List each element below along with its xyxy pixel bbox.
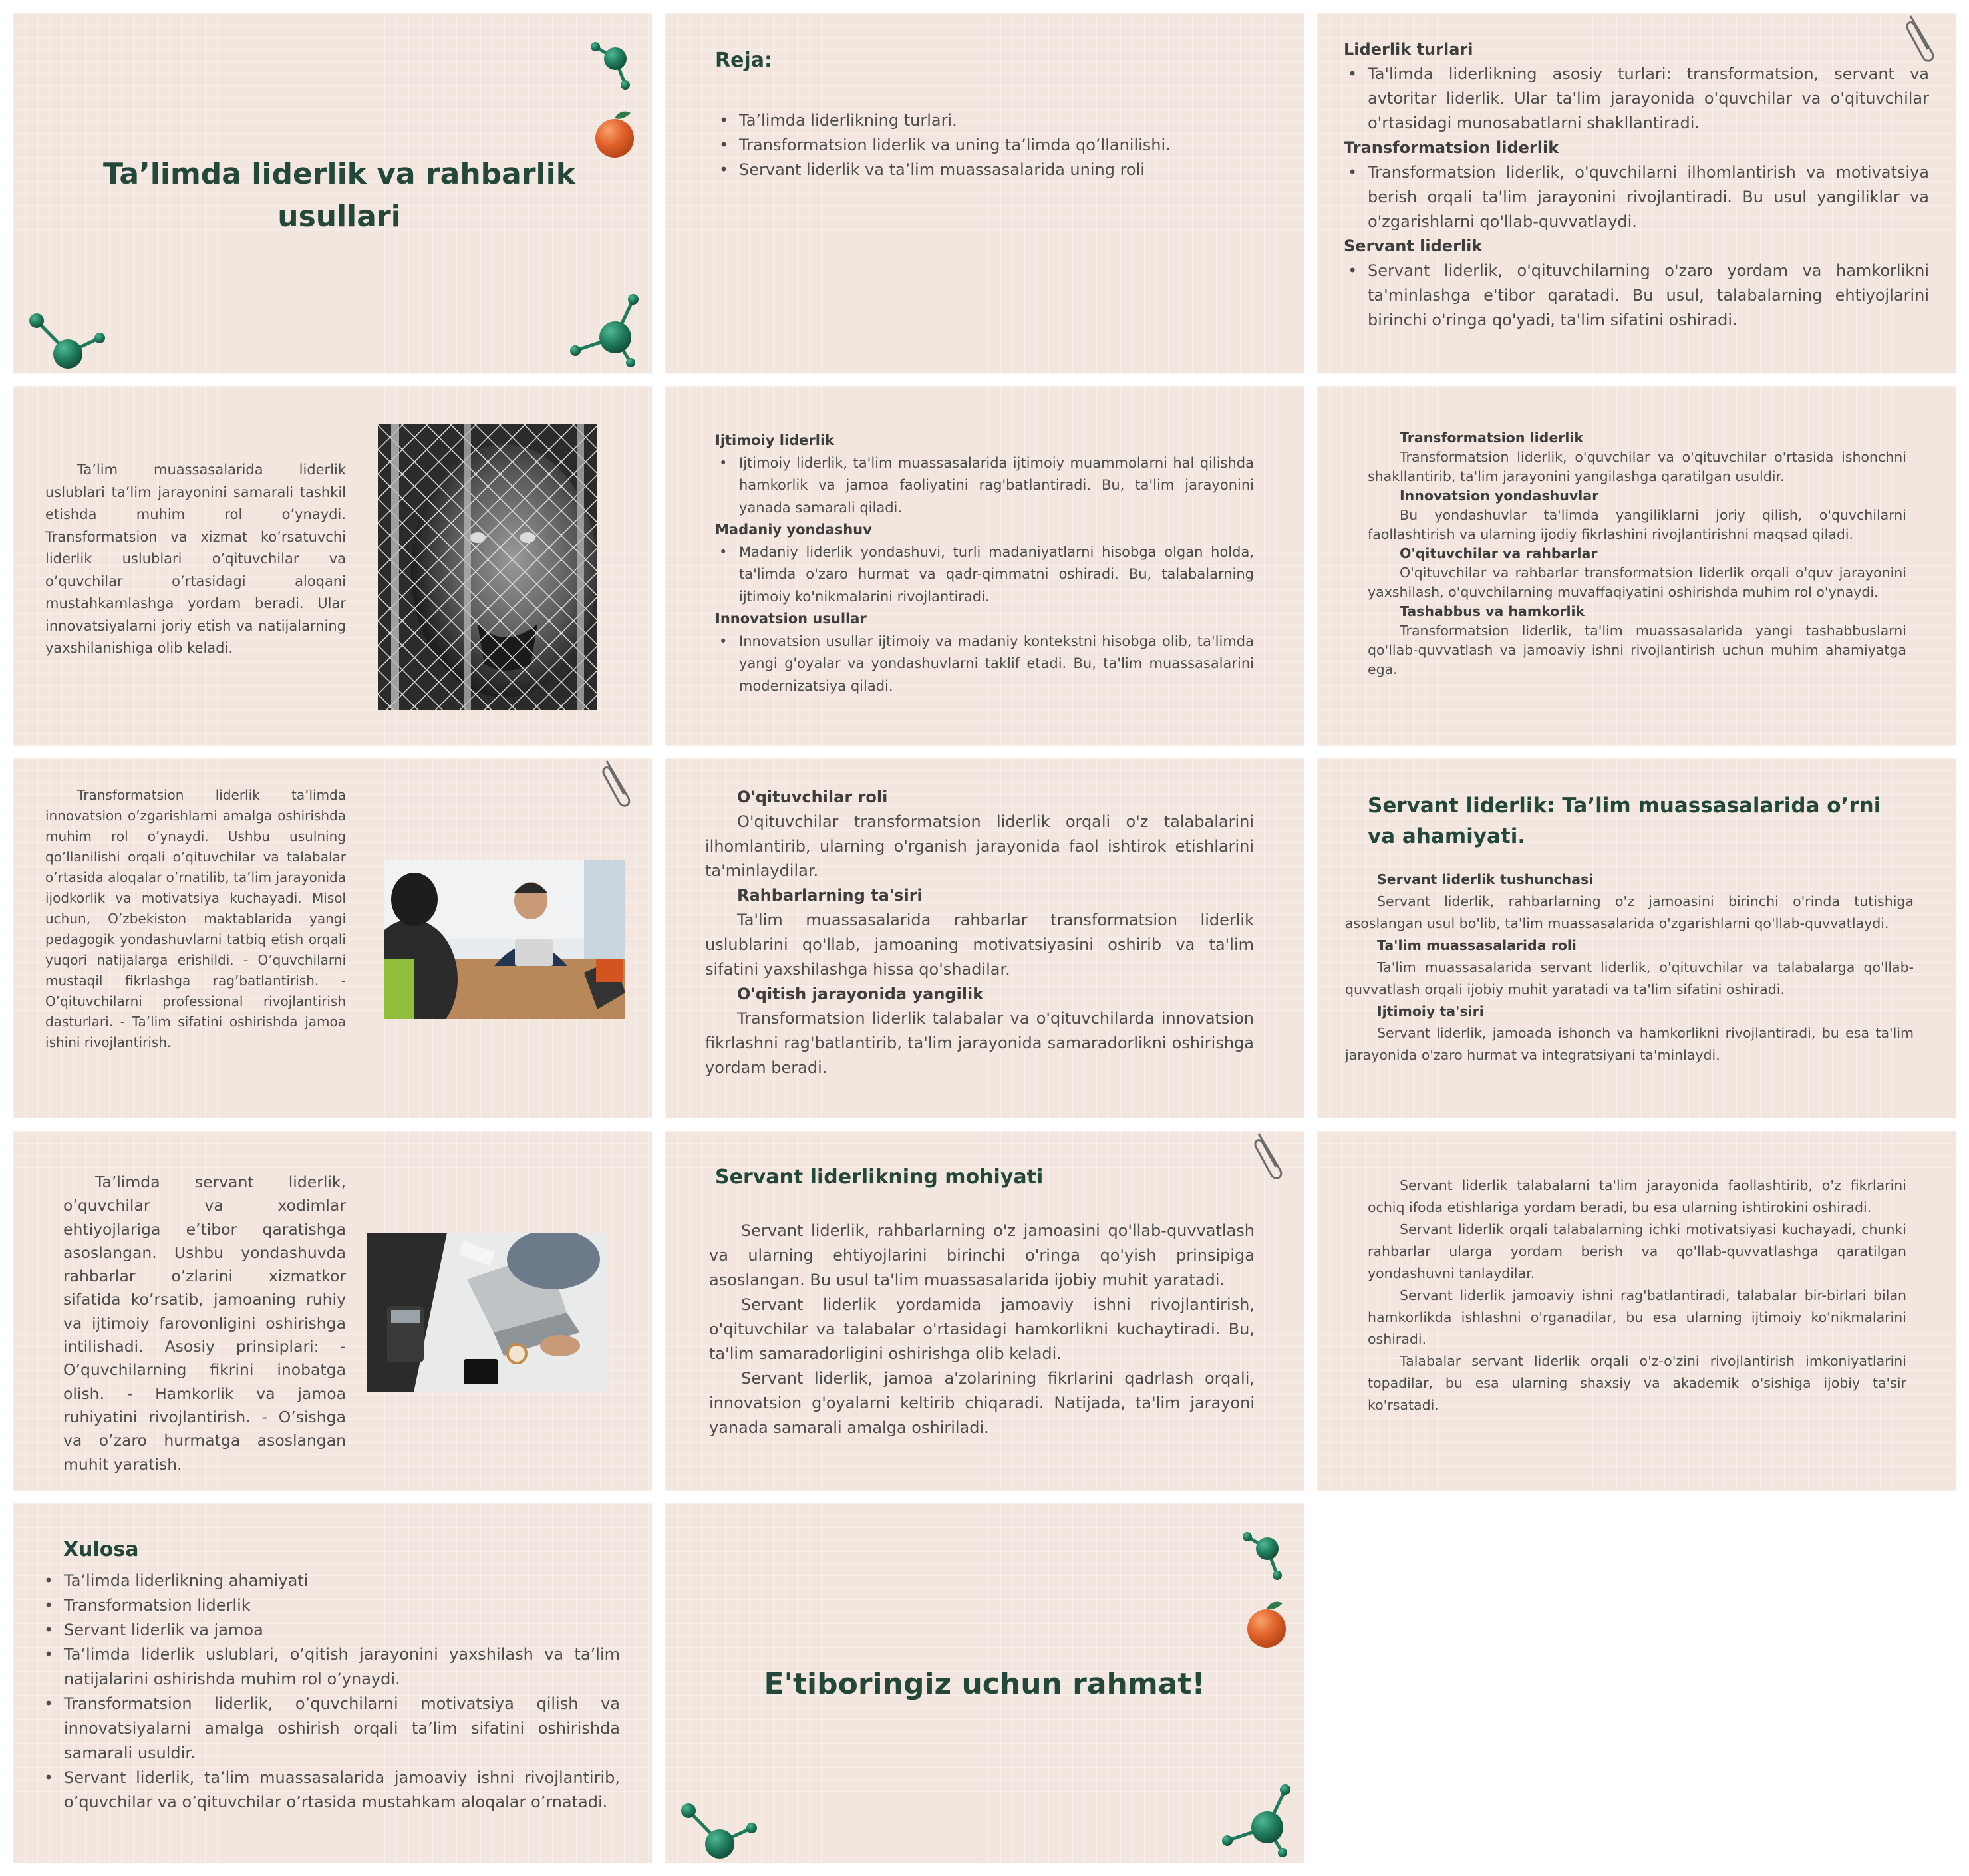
section-heading: Liderlik turlari (1344, 40, 1473, 59)
section-heading: Rahbarlarning ta'siri (737, 886, 923, 905)
list-item: • Ta’limda liderlikning turlari. (715, 108, 1261, 133)
molecule-icon (27, 306, 106, 373)
section-heading: Servant liderlik tushunchasi (1377, 871, 1594, 887)
slide-4-intro[interactable] (13, 386, 652, 746)
orange-fruit-icon (592, 106, 639, 160)
paperclip-icon (599, 758, 639, 812)
list-item: • Innovatsion usullar ijtimoiy va madaniy kontekstni hisobga olib, ta'limda yangi g'oyalar va yondashuvlarni taklif etadi. Bu, ta'lim muassasalarini modernizatsiya qiladi. (715, 631, 1254, 698)
section-heading: Ijtimoiy ta'siri (1377, 1003, 1484, 1019)
caged-animal-photo (378, 424, 597, 710)
section-heading: O'qituvchilar roli (737, 788, 888, 806)
paragraph: O'qituvchilar transformatsion liderlik orqali o'z talabalarini ilhomlantirib, ularning o'rganish jarayonida faol ishtirok etishlarini ta'minlaydilar. (705, 812, 1254, 880)
molecule-icon (679, 1796, 758, 1863)
list-item: • Transformatsion liderlik, o’quvchilarni motivatsiya qilish va innovatsiyalarni amalga oshirish orqali ta’lim sifatini oshirishda samarali usuldir. (40, 1692, 620, 1766)
paragraph: Servant liderlik, rahbarlarning o'z jamoasini qo'llab-quvvatlash va ularning ehtiyojlarini birinchi o'ringa qo'yish prinsipiga asoslangan. Bu usul ta'lim muassasalarida ijobiy muhit yaratadi. (709, 1221, 1255, 1289)
slide-2-plan[interactable] (665, 13, 1304, 373)
slide-6-transformational[interactable] (1317, 386, 1956, 746)
list-item: • Transformatsion liderlik va uning ta’limda qo’llanilishi. (715, 133, 1261, 158)
section-heading: Ijtimoiy liderlik (715, 432, 835, 448)
paragraph: Servant liderlik orqali talabalarning ichki motivatsiyasi kuchayadi, chunki rahbarlar ularga yordam berish va qo'llab-quvvatlashga qaratilgan yondashuvni tanlaydilar. (1368, 1221, 1906, 1281)
molecule-icon (1217, 1773, 1297, 1859)
list-item: • Transformatsion liderlik (40, 1593, 620, 1618)
section-heading: Madaniy yondashuv (715, 522, 872, 538)
thanks-title: E'tiboringiz uchun rahmat! (764, 1667, 1205, 1701)
paragraph: Servant liderlik yordamida jamoaviy ishni rivojlantirish, o'qituvchilar va talabalar o'rtasidagi hamkorlikni kuchaytiradi. Bu, ta'lim samaradorligini oshirishga olib keladi. (709, 1295, 1255, 1363)
plan-list (715, 108, 1261, 182)
molecule-icon (1234, 1517, 1294, 1583)
office-meeting-photo (384, 860, 625, 1019)
slide-11-essence[interactable] (665, 1131, 1304, 1491)
list-item: • Madaniy liderlik yondashuvi, turli madaniyatlarni hisobga olgan holda, ta'limda o'zaro hurmat va qadr-qimmatni oshiradi. Bu, talabalarning ijtimoiy ko'nikmalarini rivojlantiradi. (715, 542, 1254, 609)
slide-5-social[interactable] (665, 386, 1304, 746)
section-heading: O'qitish jarayonida yangilik (737, 985, 984, 1003)
list-item: • Servant liderlik, o'qituvchilarning o'zaro yordam va hamkorlikni ta'minlashga e'tibor qaratadi. Bu usul, talabalarning ehtiyojlarini birinchi o'ringa qo'yadi, ta'lim sifatini oshiradi. (1344, 259, 1929, 333)
slide-14-thanks[interactable] (665, 1503, 1304, 1863)
paragraph: Servant liderlik jamoaviy ishni rag'batlantiradi, talabalar bir-birlari bilan hamkorlikda ishlashni o'rganadilar, bu esa ularning ijtimoiy ko'nikmalarini oshiradi. (1368, 1287, 1906, 1347)
slide-8-roles[interactable] (665, 758, 1304, 1118)
slide-12-students[interactable] (1317, 1131, 1956, 1491)
section-heading: Servant liderlik (1344, 237, 1483, 255)
paragraph: Talabalar servant liderlik orqali o'z-o'zini rivojlantirish imkoniyatlarini topadilar, bu esa ularning shaxsiy va akademik o'sishiga ijobiy ta'sir ko'rsatadi. (1368, 1353, 1906, 1413)
paragraph: Transformatsion liderlik talabalar va o'qituvchilarda innovatsion fikrlashni rag'batlantirib, ta'lim jarayonida samaradorlikni oshirishga yordam beradi. (705, 1009, 1254, 1077)
list-item: • Ta’limda liderlikning ahamiyati (40, 1569, 620, 1593)
list-item: • Transformatsion liderlik, o'quvchilarni ilhomlantirish va motivatsiya berish orqali ta'lim jarayonini rivojlantiradi. Bu usul yangiliklar va o'zgarishlarni qo'llab-quvvatlaydi. (1344, 160, 1929, 234)
example-paragraph: Transformatsion liderlik ta’limda innovatsion o’zgarishlarni amalga oshirishda muhim rol o’ynaydi. Ushbu usulning qo’llanilishi orqali o’qituvchilar va talabalar o’rtasida aloqalar o’rnatilib, ta’lim jarayonida ijodkorlik va motivatsiya kuchayadi. Misol uchun, O’zbekiston maktablarida yangi pedagogik yondashuvlarni tatbiq etish orqali yuqori natijalarga erishildi. - O’quvchilarni mustaqil fikrlashga rag’batlantirish. - O’qituvchilarni professional rivojlantirish dasturlari. - Ta’lim sifatini oshirishda jamoa ishini rivojlantirish. (45, 787, 346, 1050)
paragraph: Servant liderlik, rahbarlarning o'z jamoasini birinchi o'rinda tutishiga asoslangan usul bo'lib, ta'lim muassasalarida o'zgarishlarni qo'llab-quvvatlaydi. (1345, 893, 1914, 931)
paragraph: Ta'lim muassasalarida rahbarlar transformatsion liderlik uslublarini qo'llab, jamoaning motivatsiyasini oshirib va ta'lim sifatini yaxshilashga hissa qo'shadilar. (705, 911, 1254, 979)
slide-3-types[interactable] (1317, 13, 1956, 373)
section-heading: Innovatsion yondashuvlar (1400, 488, 1599, 504)
paragraph: Servant liderlik, jamoada ishonch va hamkorlikni rivojlantiradi, bu esa ta'lim jarayonida o'zaro hurmat va integratsiyani ta'minlaydi. (1345, 1025, 1914, 1063)
list-item: • Servant liderlik va jamoa (40, 1618, 620, 1642)
slide-1-title[interactable] (13, 13, 652, 373)
laptop-desk-photo (367, 1233, 608, 1392)
section-heading: O'qituvchilar va rahbarlar (1400, 546, 1598, 561)
conclusion-list (40, 1569, 620, 1815)
intro-paragraph: Ta’lim muassasalarida liderlik uslublari ta’lim jarayonini samarali tashkil etishda muhim rol o’ynaydi. Transformatsion va xizmat ko’rsatuvchi liderlik uslublari o’qituvchilar va o’quvchilar o’rtasidagi aloqani mustahkamlashga yordam beradi. Ular innovatsiyalarni joriy etish va natijalarning yaxshilanishiga olib keladi. (45, 462, 346, 656)
paperclip-icon (1251, 1131, 1290, 1184)
molecule-icon (565, 283, 645, 369)
section-heading: Innovatsion usullar (715, 611, 867, 627)
conclusion-heading: Xulosa (63, 1538, 139, 1561)
paragraph: Transformatsion liderlik, ta'lim muassasalarida yangi tashabbuslarni qo'llab-quvvatlash va jamoaviy ishni rivojlantirish uchun muhim ahamiyatga ega. (1368, 623, 1906, 677)
list-item: • Ta’limda liderlik uslublari, o’qitish jarayonini yaxshilash va ta’lim natijalarini oshirishda muhim rol o’ynaydi. (40, 1642, 620, 1692)
paragraph: Servant liderlik talabalarni ta'lim jarayonida faollashtirib, o'z fikrlarini ochiq ifoda etishlariga yordam beradi, bu esa ularning ishtirokini oshiradi. (1368, 1177, 1906, 1215)
paragraph: O'qituvchilar va rahbarlar transformatsion liderlik orqali o'quv jarayonini yaxshilash, o'quvchilarning muvaffaqiyatini oshirishda muhim rol o'ynaydi. (1368, 565, 1906, 600)
slide-title: Servant liderlikning mohiyati (715, 1166, 1044, 1189)
section-heading: Transformatsion liderlik (1400, 430, 1584, 446)
list-item: • Servant liderlik, ta’lim muassasalarida jamoaviy ishni rivojlantirib, o’quvchilar va o’qituvchilar o’rtasida mustahkam aloqalar o’rnatadi. (40, 1766, 620, 1815)
list-item: • Servant liderlik va ta’lim muassasalarida uning roli (715, 158, 1261, 182)
paragraph: Ta'lim muassasalarida servant liderlik, o'qituvchilar va talabalarga qo'llab-quvvatlash orqali ijobiy muhit yaratadi va ta'lim sifatini oshiradi. (1345, 959, 1914, 997)
slide-10-servant-intro[interactable] (13, 1131, 652, 1491)
slide-9-servant[interactable] (1317, 758, 1956, 1118)
molecule-icon (582, 27, 642, 93)
section-heading: Ta'lim muassasalarida roli (1377, 937, 1577, 953)
list-item: • Ijtimoiy liderlik, ta'lim muassasalarida ijtimoiy muammolarni hal qilishda hamkorlik va jamoa faoliyatini rag'batlantiradi. Bu, ta'lim jarayonini yanada samarali qiladi. (715, 452, 1254, 520)
plan-heading: Reja: (715, 49, 772, 72)
paragraph: Transformatsion liderlik, o'quvchilar va o'qituvchilar o'rtasida ishonchni shakllantirib, ta'lim jarayonini yangilashga qaratilgan usuldir. (1368, 449, 1906, 484)
servant-paragraph: Ta’limda servant liderlik, o’quvchilar va xodimlar ehtiyojlariga e’tibor qaratishga asoslangan. Ushbu yondashuvda rahbarlar o’zlarini xizmatkor sifatida ko’rsatib, jamoaning ruhiy va ijtimoiy farovonligini oshirishga intilishadi. Asosiy prinsiplari: - O’quvchilarning fikrini inobatga olish. - Hamkorlik va jamoa ruhiyatini rivojlantirish. - O’sishga va o’zaro hurmatga asoslangan muhit yaratish. (63, 1173, 346, 1474)
slide-7-example[interactable] (13, 758, 652, 1118)
paragraph: Servant liderlik, jamoa a'zolarining fikrlarini qadrlash orqali, innovatsion g'oyalarni keltirib chiqaradi. Natijada, ta'lim jarayoni yanada samarali amalga oshiriladi. (709, 1369, 1255, 1437)
orange-fruit-icon (1244, 1597, 1290, 1650)
section-heading: Tashabbus va hamkorlik (1400, 603, 1585, 619)
slide-title: Servant liderlik: Ta’lim muassasalarida o’rni va ahamiyati. (1368, 794, 1881, 848)
section-heading: Transformatsion liderlik (1344, 138, 1559, 157)
paragraph: Bu yondashuvlar ta'limda yangiliklarni joriy qilish, o'quvchilarni faollashtirish va ularning ijodiy fikrlashini rivojlantirishni maqsad qiladi. (1368, 507, 1906, 542)
list-item: • Ta'limda liderlikning asosiy turlari: transformatsion, servant va avtoritar liderlik. Ular ta'lim jarayonida o'quvchilar va o'qituvchilar o'rtasidagi munosabatlarni shakllantiradi. (1344, 62, 1929, 136)
slide-13-conclusion[interactable] (13, 1503, 652, 1863)
slide-title: Ta’limda liderlik va rahbarlik usullari (103, 157, 575, 234)
